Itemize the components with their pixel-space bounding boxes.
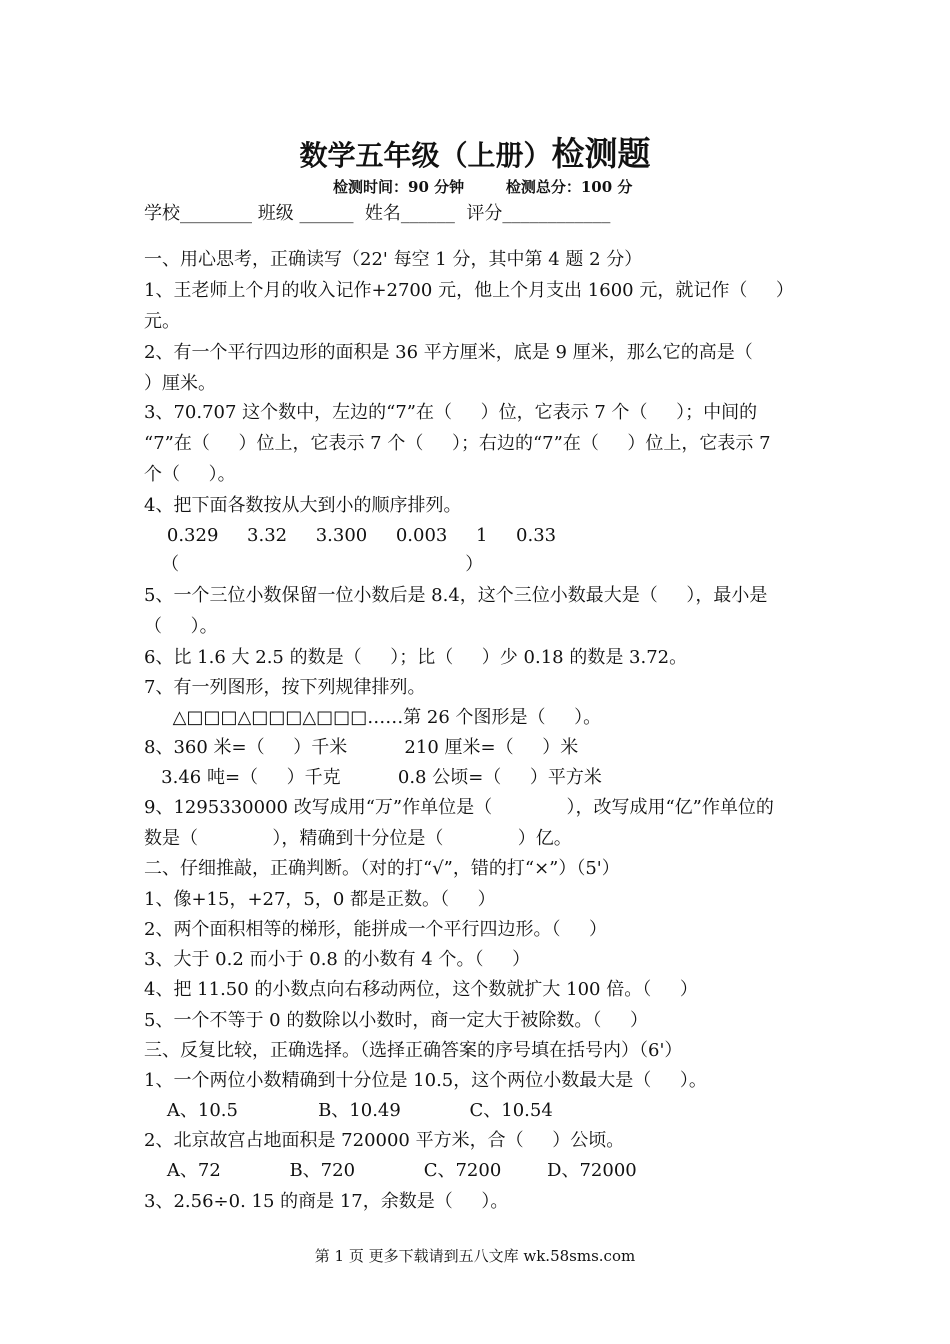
answer-options: A、72 B、720 C、7200 D、72000 [144, 1160, 637, 1181]
question-text: 3.46 吨=（ ）千克 0.8 公顷=（ ）平方米 [144, 767, 602, 788]
title-part-1: 数学五年级（上册） [299, 139, 552, 172]
question-text: 7、有一列图形，按下列规律排列。 [144, 677, 426, 698]
section-3-heading: 三、反复比较，正确选择。（选择正确答案的序号填在括号内）（6'） [144, 1040, 683, 1061]
question-text: 3、大于 0.2 而小于 0.8 的小数有 4 个。（ ） [144, 949, 531, 970]
question-text: 4、把下面各数按从大到小的顺序排列。 [144, 495, 462, 516]
number-list: 0.329 3.32 3.300 0.003 1 0.33 [144, 525, 557, 546]
question-text: 5、一个不等于 0 的数除以小数时，商一定大于被除数。（ ） [144, 1010, 648, 1031]
page-footer: 第 1 页 更多下载请到五八文库 wk.58sms.com [314, 1247, 636, 1265]
question-text: 1、像+15，+27，5，0 都是正数。（ ） [144, 889, 496, 910]
student-info-line: 学校________ 班级 ______ 姓名______ 评分____________ [144, 203, 611, 224]
question-text: 4、把 11.50 的小数点向右移动两位，这个数就扩大 100 倍。（ ） [144, 979, 698, 1000]
shape-pattern: △□□□△□□□△□□□……第 26 个图形是（ ）。 [144, 707, 602, 728]
question-text: 5、一个三位小数保留一位小数后是 8.4，这个三位小数最大是（ ），最小是 [144, 585, 768, 606]
exam-meta: 检测时间：90 分钟 检测总分：100 分 [333, 178, 633, 196]
question-text: 2、有一个平行四边形的面积是 36 平方厘米，底是 9 厘米，那么它的高是（ [144, 342, 753, 363]
section-2-heading: 二、仔细推敲，正确判断。（对的打“√”，错的打“×”）（5'） [144, 858, 620, 879]
question-text: 6、比 1.6 大 2.5 的数是（ ）；比（ ）少 0.18 的数是 3.72。 [144, 647, 688, 668]
question-text: 9、1295330000 改写成用“万”作单位是（ ），改写成用“亿”作单位的 [144, 797, 774, 818]
answer-options: A、10.5 B、10.49 C、10.54 [144, 1100, 553, 1121]
page-title [0, 128, 950, 175]
question-text: 2、两个面积相等的梯形，能拼成一个平行四边形。（ ） [144, 919, 608, 940]
question-text: 8、360 米=（ ）千米 210 厘米=（ ）米 [144, 737, 579, 758]
section-1-heading: 一、用心思考，正确读写（22' 每空 1 分，其中第 4 题 2 分） [144, 249, 643, 270]
title-part-2: 检测题 [551, 134, 651, 173]
question-text: （ ）。 [144, 616, 218, 637]
question-text: 个（ ）。 [144, 464, 236, 485]
question-text: 1、一个两位小数精确到十分位是 10.5，这个两位小数最大是（ ）。 [144, 1070, 707, 1091]
question-text: 3、2.56÷0. 15 的商是 17，余数是（ ）。 [144, 1191, 509, 1212]
answer-blank: （ ） [144, 554, 484, 575]
question-text: 2、北京故宫占地面积是 720000 平方米，合（ ）公顷。 [144, 1130, 625, 1151]
question-text: 数是（ ），精确到十分位是（ ）亿。 [144, 828, 572, 849]
question-text: “7”在（ ）位上，它表示 7 个（ ）；右边的“7”在（ ）位上，它表示 7 [144, 433, 771, 454]
question-text: 元。 [144, 311, 180, 332]
question-text: ）厘米。 [144, 373, 216, 394]
question-text: 1、王老师上个月的收入记作+2700 元，他上个月支出 1600 元，就记作（ ） [144, 280, 794, 301]
question-text: 3、70.707 这个数中，左边的“7”在（ ）位，它表示 7 个（ ）；中间的 [144, 402, 758, 423]
